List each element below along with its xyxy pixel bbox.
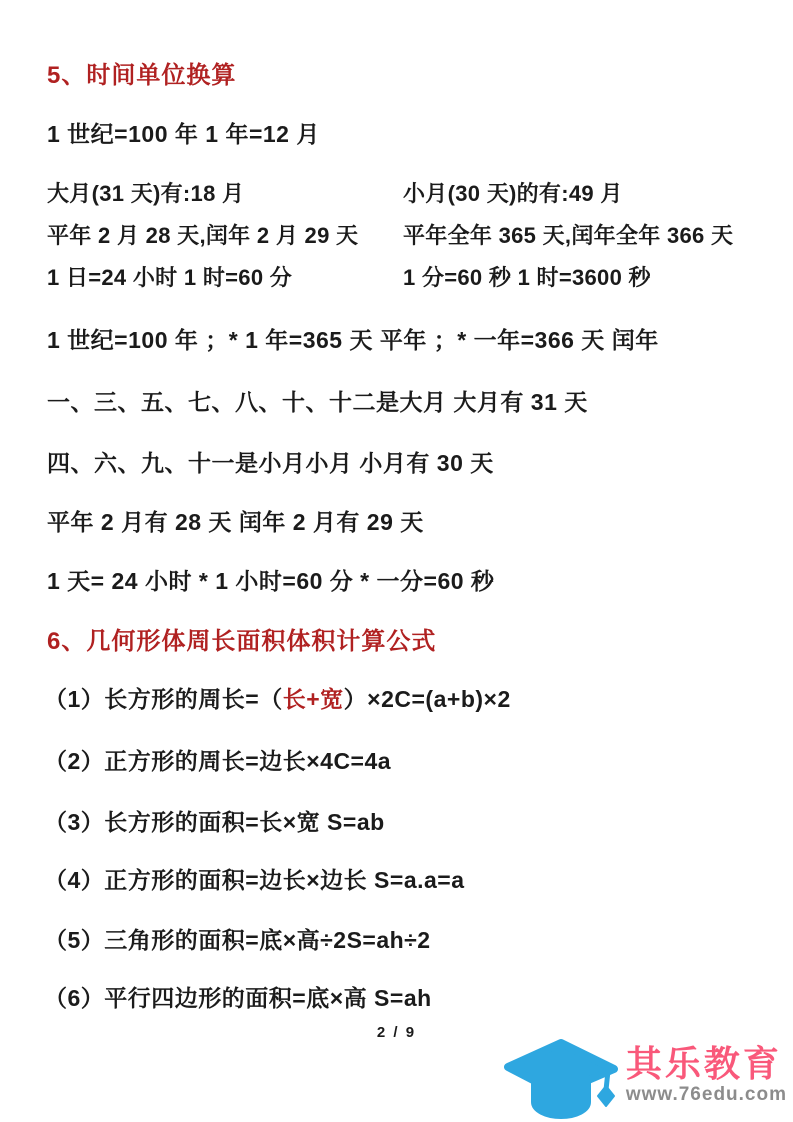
formula-2: （2）正方形的周长=边长×4C=4a xyxy=(44,748,392,774)
conversion-right-row-1: 小月(30 天)的有:49 月 xyxy=(403,181,623,206)
conversion-left-row-2: 平年 2 月 28 天,闰年 2 月 29 天 xyxy=(47,223,359,248)
note-line-2: 一、三、五、七、八、十、十二是大月 大月有 31 天 xyxy=(47,389,588,415)
section-6-heading: 6、几何形体周长面积体积计算公式 xyxy=(47,628,437,655)
note-line-3: 四、六、九、十一是小月小月 小月有 30 天 xyxy=(47,450,494,476)
logo-brand-name: 其乐教育 xyxy=(625,1043,782,1084)
section-5-intro-line: 1 世纪=100 年 1 年=12 月 xyxy=(47,121,320,147)
conversion-left-row-1: 大月(31 天)有:18 月 xyxy=(47,181,245,206)
formula-1 xyxy=(44,681,511,714)
formula-6: （6）平行四边形的面积=底×高 S=ah xyxy=(44,985,432,1011)
formula-3: （3）长方形的面积=长×宽 S=ab xyxy=(44,809,385,835)
note-line-4: 平年 2 月有 28 天 闰年 2 月有 29 天 xyxy=(47,509,424,535)
page-number: 2 / 9 xyxy=(376,1024,417,1041)
conversion-right-row-3: 1 分=60 秒 1 时=3600 秒 xyxy=(403,265,651,290)
formula-1-prefix: （1）长方形的周长=（ xyxy=(44,686,283,712)
formula-1-highlight: 长+宽 xyxy=(282,686,344,712)
brand-logo xyxy=(500,1036,787,1120)
logo-text-block xyxy=(626,1036,787,1107)
note-line-5: 1 天= 24 小时 * 1 小时=60 分 * 一分=60 秒 xyxy=(47,568,495,594)
conversion-left-row-3: 1 日=24 小时 1 时=60 分 xyxy=(47,265,293,290)
section-5-heading: 5、时间单位换算 xyxy=(47,62,237,89)
conversion-right-row-2: 平年全年 365 天,闰年全年 366 天 xyxy=(403,223,734,248)
graduation-cap-icon xyxy=(500,1036,622,1120)
note-line-1: 1 世纪=100 年 ；* 1 年=365 天 平年 ；* 一年=366 天 闰年 xyxy=(47,327,659,353)
logo-website-url: www.76edu.com xyxy=(625,1084,787,1105)
formula-1-suffix: ）×2C=(a+b)×2 xyxy=(343,686,511,712)
formula-4: （4）正方形的面积=边长×边长 S=a.a=a xyxy=(44,867,465,893)
formula-5: （5）三角形的面积=底×高÷2S=ah÷2 xyxy=(44,927,431,953)
